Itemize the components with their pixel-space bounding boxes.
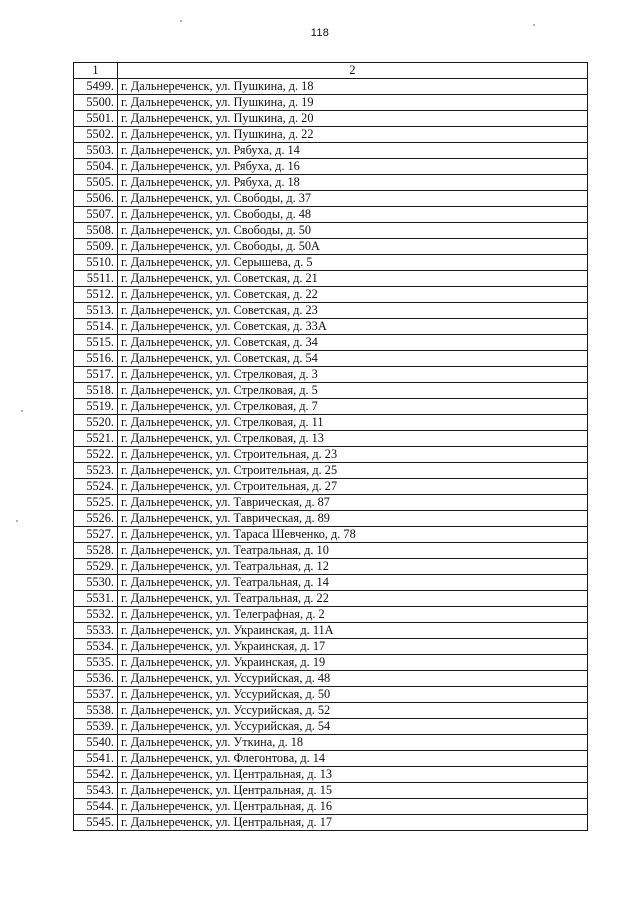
row-number-cell: 5509.	[74, 239, 118, 255]
table-row	[74, 543, 588, 559]
row-number-cell: 5501.	[74, 111, 118, 127]
address-cell: г. Дальнереченск, ул. Украинская, д. 11А	[118, 623, 588, 639]
table-row	[74, 687, 588, 703]
row-number-cell: 5515.	[74, 335, 118, 351]
scan-speck	[180, 20, 182, 22]
table-row	[74, 591, 588, 607]
table-row	[74, 351, 588, 367]
row-number-cell: 5536.	[74, 671, 118, 687]
address-cell: г. Дальнереченск, ул. Рябуха, д. 18	[118, 175, 588, 191]
address-cell: г. Дальнереченск, ул. Украинская, д. 17	[118, 639, 588, 655]
address-cell: г. Дальнереченск, ул. Свободы, д. 50	[118, 223, 588, 239]
row-number-cell: 5523.	[74, 463, 118, 479]
row-number-cell: 5543.	[74, 783, 118, 799]
scan-speck	[16, 520, 18, 522]
table-row	[74, 447, 588, 463]
address-cell: г. Дальнереченск, ул. Пушкина, д. 19	[118, 95, 588, 111]
address-cell: г. Дальнереченск, ул. Телеграфная, д. 2	[118, 607, 588, 623]
address-cell: г. Дальнереченск, ул. Театральная, д. 14	[118, 575, 588, 591]
table-row	[74, 495, 588, 511]
address-cell: г. Дальнереченск, ул. Советская, д. 34	[118, 335, 588, 351]
table-row	[74, 511, 588, 527]
address-cell: г. Дальнереченск, ул. Советская, д. 54	[118, 351, 588, 367]
table-row	[74, 655, 588, 671]
address-cell: г. Дальнереченск, ул. Строительная, д. 27	[118, 479, 588, 495]
row-number-cell: 5526.	[74, 511, 118, 527]
address-table-body	[74, 63, 588, 831]
table-row	[74, 239, 588, 255]
column-header-address: 2	[118, 63, 588, 79]
row-number-cell: 5511.	[74, 271, 118, 287]
column-header-number: 1	[74, 63, 118, 79]
row-number-cell: 5540.	[74, 735, 118, 751]
address-cell: г. Дальнереченск, ул. Стрелковая, д. 7	[118, 399, 588, 415]
address-cell: г. Дальнереченск, ул. Рябуха, д. 14	[118, 143, 588, 159]
table-row	[74, 95, 588, 111]
table-row	[74, 751, 588, 767]
row-number-cell: 5545.	[74, 815, 118, 831]
table-row	[74, 303, 588, 319]
table-row	[74, 735, 588, 751]
table-row	[74, 367, 588, 383]
address-cell: г. Дальнереченск, ул. Советская, д. 22	[118, 287, 588, 303]
table-row	[74, 767, 588, 783]
address-cell: г. Дальнереченск, ул. Тараса Шевченко, д. 78	[118, 527, 588, 543]
address-cell: г. Дальнереченск, ул. Пушкина, д. 22	[118, 127, 588, 143]
address-cell: г. Дальнереченск, ул. Центральная, д. 15	[118, 783, 588, 799]
table-row	[74, 703, 588, 719]
row-number-cell: 5499.	[74, 79, 118, 95]
table-header-row	[74, 63, 588, 79]
row-number-cell: 5525.	[74, 495, 118, 511]
table-row	[74, 159, 588, 175]
address-cell: г. Дальнереченск, ул. Стрелковая, д. 13	[118, 431, 588, 447]
address-cell: г. Дальнереченск, ул. Таврическая, д. 89	[118, 511, 588, 527]
table-row	[74, 639, 588, 655]
row-number-cell: 5520.	[74, 415, 118, 431]
table-row	[74, 783, 588, 799]
row-number-cell: 5510.	[74, 255, 118, 271]
table-row	[74, 463, 588, 479]
address-cell: г. Дальнереченск, ул. Центральная, д. 16	[118, 799, 588, 815]
table-row	[74, 559, 588, 575]
table-row	[74, 207, 588, 223]
address-cell: г. Дальнереченск, ул. Уссурийская, д. 52	[118, 703, 588, 719]
address-cell: г. Дальнереченск, ул. Театральная, д. 12	[118, 559, 588, 575]
row-number-cell: 5513.	[74, 303, 118, 319]
table-row	[74, 479, 588, 495]
row-number-cell: 5518.	[74, 383, 118, 399]
address-cell: г. Дальнереченск, ул. Украинская, д. 19	[118, 655, 588, 671]
table-row	[74, 191, 588, 207]
address-cell: г. Дальнереченск, ул. Стрелковая, д. 3	[118, 367, 588, 383]
address-cell: г. Дальнереченск, ул. Флегонтова, д. 14	[118, 751, 588, 767]
row-number-cell: 5516.	[74, 351, 118, 367]
row-number-cell: 5539.	[74, 719, 118, 735]
table-row	[74, 335, 588, 351]
row-number-cell: 5502.	[74, 127, 118, 143]
table-row	[74, 607, 588, 623]
row-number-cell: 5530.	[74, 575, 118, 591]
row-number-cell: 5504.	[74, 159, 118, 175]
row-number-cell: 5521.	[74, 431, 118, 447]
scan-speck	[533, 24, 535, 26]
page-number: 118	[310, 27, 330, 39]
table-row	[74, 127, 588, 143]
address-cell: г. Дальнереченск, ул. Театральная, д. 22	[118, 591, 588, 607]
address-cell: г. Дальнереченск, ул. Советская, д. 33А	[118, 319, 588, 335]
scan-speck	[21, 410, 23, 412]
row-number-cell: 5537.	[74, 687, 118, 703]
address-cell: г. Дальнереченск, ул. Центральная, д. 13	[118, 767, 588, 783]
table-row	[74, 431, 588, 447]
table-row	[74, 623, 588, 639]
address-cell: г. Дальнереченск, ул. Советская, д. 23	[118, 303, 588, 319]
table-row	[74, 719, 588, 735]
table-row	[74, 527, 588, 543]
row-number-cell: 5503.	[74, 143, 118, 159]
row-number-cell: 5524.	[74, 479, 118, 495]
address-cell: г. Дальнереченск, ул. Стрелковая, д. 5	[118, 383, 588, 399]
row-number-cell: 5500.	[74, 95, 118, 111]
row-number-cell: 5519.	[74, 399, 118, 415]
row-number-cell: 5529.	[74, 559, 118, 575]
row-number-cell: 5535.	[74, 655, 118, 671]
address-cell: г. Дальнереченск, ул. Уссурийская, д. 48	[118, 671, 588, 687]
table-row	[74, 79, 588, 95]
table-row	[74, 223, 588, 239]
address-cell: г. Дальнереченск, ул. Уссурийская, д. 50	[118, 687, 588, 703]
table-row	[74, 143, 588, 159]
table-row	[74, 383, 588, 399]
table-row	[74, 319, 588, 335]
row-number-cell: 5533.	[74, 623, 118, 639]
address-cell: г. Дальнереченск, ул. Стрелковая, д. 11	[118, 415, 588, 431]
row-number-cell: 5542.	[74, 767, 118, 783]
row-number-cell: 5538.	[74, 703, 118, 719]
table-row	[74, 111, 588, 127]
row-number-cell: 5531.	[74, 591, 118, 607]
address-cell: г. Дальнереченск, ул. Пушкина, д. 20	[118, 111, 588, 127]
row-number-cell: 5544.	[74, 799, 118, 815]
row-number-cell: 5505.	[74, 175, 118, 191]
address-cell: г. Дальнереченск, ул. Центральная, д. 17	[118, 815, 588, 831]
row-number-cell: 5528.	[74, 543, 118, 559]
table-row	[74, 287, 588, 303]
table-row	[74, 815, 588, 831]
address-cell: г. Дальнереченск, ул. Строительная, д. 23	[118, 447, 588, 463]
address-cell: г. Дальнереченск, ул. Строительная, д. 25	[118, 463, 588, 479]
address-cell: г. Дальнереченск, ул. Таврическая, д. 87	[118, 495, 588, 511]
address-cell: г. Дальнереченск, ул. Уссурийская, д. 54	[118, 719, 588, 735]
row-number-cell: 5514.	[74, 319, 118, 335]
address-cell: г. Дальнереченск, ул. Уткина, д. 18	[118, 735, 588, 751]
table-row	[74, 799, 588, 815]
row-number-cell: 5506.	[74, 191, 118, 207]
address-cell: г. Дальнереченск, ул. Свободы, д. 37	[118, 191, 588, 207]
address-table	[73, 62, 588, 831]
row-number-cell: 5541.	[74, 751, 118, 767]
table-row	[74, 175, 588, 191]
address-cell: г. Дальнереченск, ул. Рябуха, д. 16	[118, 159, 588, 175]
row-number-cell: 5532.	[74, 607, 118, 623]
row-number-cell: 5534.	[74, 639, 118, 655]
address-cell: г. Дальнереченск, ул. Театральная, д. 10	[118, 543, 588, 559]
row-number-cell: 5522.	[74, 447, 118, 463]
table-row	[74, 671, 588, 687]
table-row	[74, 255, 588, 271]
table-row	[74, 399, 588, 415]
address-cell: г. Дальнереченск, ул. Свободы, д. 48	[118, 207, 588, 223]
address-cell: г. Дальнереченск, ул. Советская, д. 21	[118, 271, 588, 287]
row-number-cell: 5508.	[74, 223, 118, 239]
table-row	[74, 271, 588, 287]
table-row	[74, 415, 588, 431]
address-cell: г. Дальнереченск, ул. Пушкина, д. 18	[118, 79, 588, 95]
row-number-cell: 5512.	[74, 287, 118, 303]
address-cell: г. Дальнереченск, ул. Серышева, д. 5	[118, 255, 588, 271]
address-cell: г. Дальнереченск, ул. Свободы, д. 50А	[118, 239, 588, 255]
row-number-cell: 5527.	[74, 527, 118, 543]
table-row	[74, 575, 588, 591]
row-number-cell: 5517.	[74, 367, 118, 383]
row-number-cell: 5507.	[74, 207, 118, 223]
